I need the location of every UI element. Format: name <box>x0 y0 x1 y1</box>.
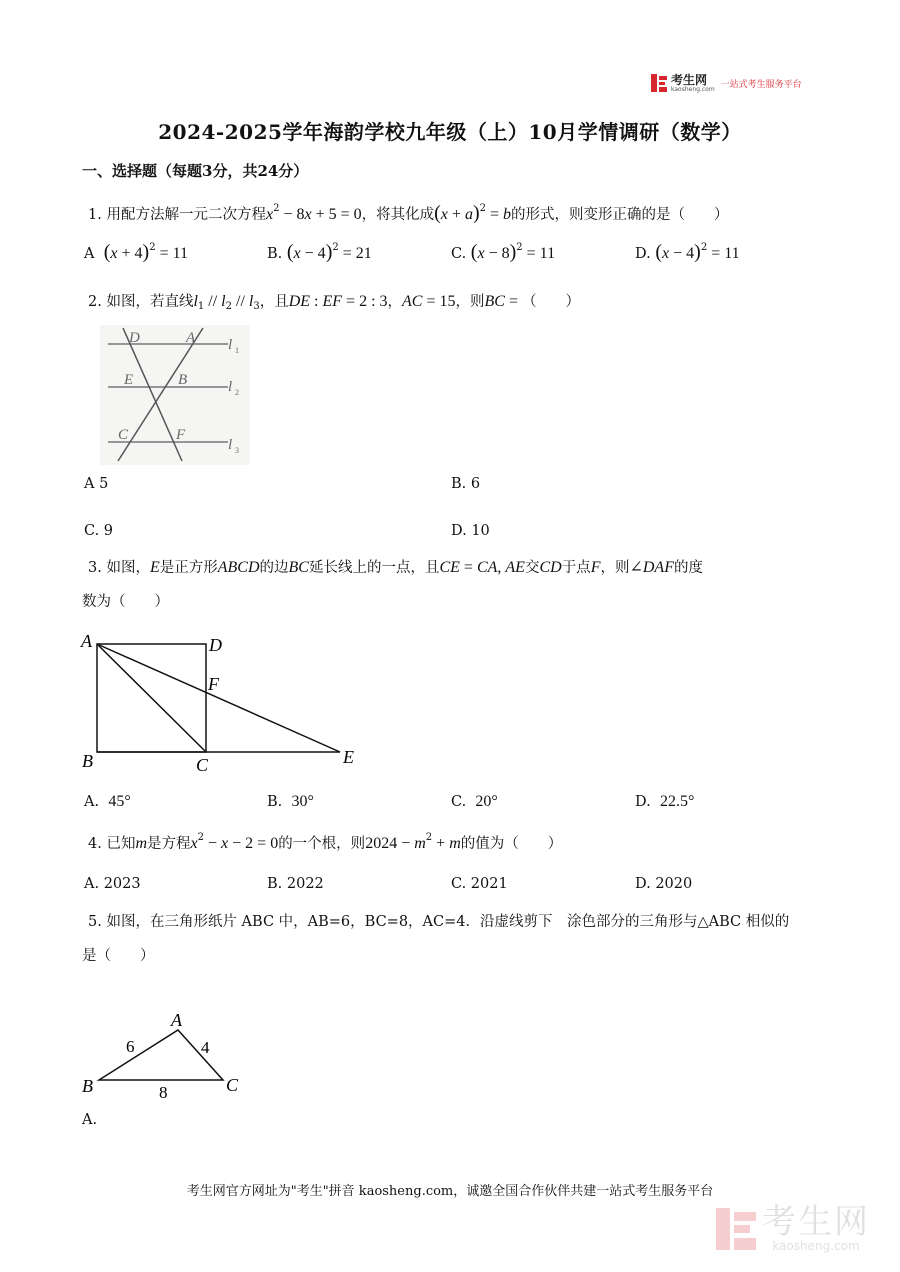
question-3-stem-line2: 数为（ ） <box>82 594 169 610</box>
page-title: 2024-2025学年海韵学校九年级（上）10月学情调研（数学） <box>158 120 742 144</box>
label-e: E <box>343 747 354 767</box>
label-a: A <box>171 1010 182 1030</box>
q4-option-c[interactable]: C. 2021 <box>451 876 508 892</box>
question-1-stem: 1. 用配方法解一元二次方程$x^2 - 8x + 5 = 0$，将其化成$(x + a)^2 = b$的形式，则变形正确的是（ ） <box>88 202 729 224</box>
brand-logo <box>651 72 802 94</box>
label-c: C <box>196 755 209 775</box>
label-f: F <box>176 427 186 443</box>
watermark-name: 考生网 <box>762 1202 870 1242</box>
q1-option-b[interactable]: B. $(x - 4)^2 = 21$ <box>267 241 372 263</box>
q3-option-b[interactable]: B. 30° <box>267 793 314 810</box>
kaosheng-logo-icon <box>651 74 667 92</box>
logo-slogan: 一站式考生服务平台 <box>720 79 802 90</box>
label-b: B <box>82 751 93 771</box>
label-c: C <box>226 1075 239 1095</box>
label-l1-sub: 1 <box>235 346 239 355</box>
logo-url: kaosheng.com <box>671 85 715 93</box>
label-ab-length: 6 <box>126 1037 135 1056</box>
q4-option-d[interactable]: D. 2020 <box>635 876 693 892</box>
question-4-stem: 4. 已知m是方程$x^2 - x - 2 = 0$的一个根，则$2024 - m^2 + m$的值为（ ） <box>88 832 563 852</box>
question-2-stem: 2. 如图，若直线$l_1 // l_2 // l_3$，且DE : EF = 2 : 3，AC = 15，则BC = （ ） <box>88 293 580 312</box>
q1-option-c[interactable]: C. $(x - 8)^2 = 11$ <box>451 241 556 263</box>
q3-option-d[interactable]: D. 22.5° <box>635 793 695 810</box>
label-l1: l <box>228 337 233 353</box>
q1-option-a[interactable]: A $(x + 4)^2 = 11$ <box>84 241 188 263</box>
label-d: D <box>129 330 140 346</box>
label-b: B <box>82 1076 93 1096</box>
watermark-url: kaosheng.com <box>772 1239 860 1253</box>
q2-option-d[interactable]: D. 10 <box>451 523 490 539</box>
label-bc-length: 8 <box>159 1083 168 1102</box>
q2-option-a[interactable]: A 5 <box>84 476 109 492</box>
label-b: B <box>178 372 188 388</box>
label-f: F <box>208 674 219 694</box>
label-a: A <box>186 330 196 346</box>
q2-option-c[interactable]: C. 9 <box>84 523 114 539</box>
section-heading: 一、选择题（每题3分，共24分） <box>82 162 309 180</box>
label-l3-sub: 3 <box>235 446 239 455</box>
q5-option-a[interactable]: A. <box>82 1112 98 1128</box>
q3-option-c[interactable]: C. 20° <box>451 793 498 810</box>
label-l2-sub: 2 <box>235 388 239 397</box>
diagonal-ac <box>97 644 206 752</box>
brand-watermark <box>716 1202 870 1253</box>
q1-option-d[interactable]: D. $(x - 4)^2 = 11$ <box>635 241 740 263</box>
logo-name: 考生网 <box>671 72 708 87</box>
label-e: E <box>124 372 134 388</box>
question-5-stem-line1: 5. 如图，在三角形纸片 ABC 中，AB=6，BC=8，AC=4．沿虚线剪下 涂色部分的三角形与△ABC 相似的 <box>88 914 790 930</box>
kaosheng-watermark-icon <box>716 1208 756 1250</box>
q3-option-a[interactable]: A. 45° <box>84 793 131 810</box>
q4-option-b[interactable]: B. 2022 <box>267 876 324 892</box>
label-ac-length: 4 <box>201 1038 210 1057</box>
q2-option-b[interactable]: B. 6 <box>451 476 481 492</box>
label-l3: l <box>228 437 233 453</box>
question-3-stem-line1: 3. 如图，E是正方形ABCD的边BC延长线上的一点，且CE = CA, AE交CD于点F，则∠DAF的度 <box>88 559 703 576</box>
label-c: C <box>118 427 129 443</box>
label-l2: l <box>228 379 233 395</box>
q2-parallel-lines-figure <box>100 325 250 465</box>
q5-triangle-figure <box>78 1005 248 1105</box>
q4-option-a[interactable]: A. 2023 <box>84 876 141 892</box>
label-d: D <box>209 635 222 655</box>
label-a: A <box>81 631 92 651</box>
question-5-stem-line2: 是（ ） <box>82 948 155 964</box>
page-footer: 考生网官方网址为"考生"拼音 kaosheng.com，诚邀全国合作伙伴共建一站式考生服务平台 <box>186 1184 714 1199</box>
segment-ae <box>97 644 340 752</box>
q3-square-figure <box>78 630 368 780</box>
